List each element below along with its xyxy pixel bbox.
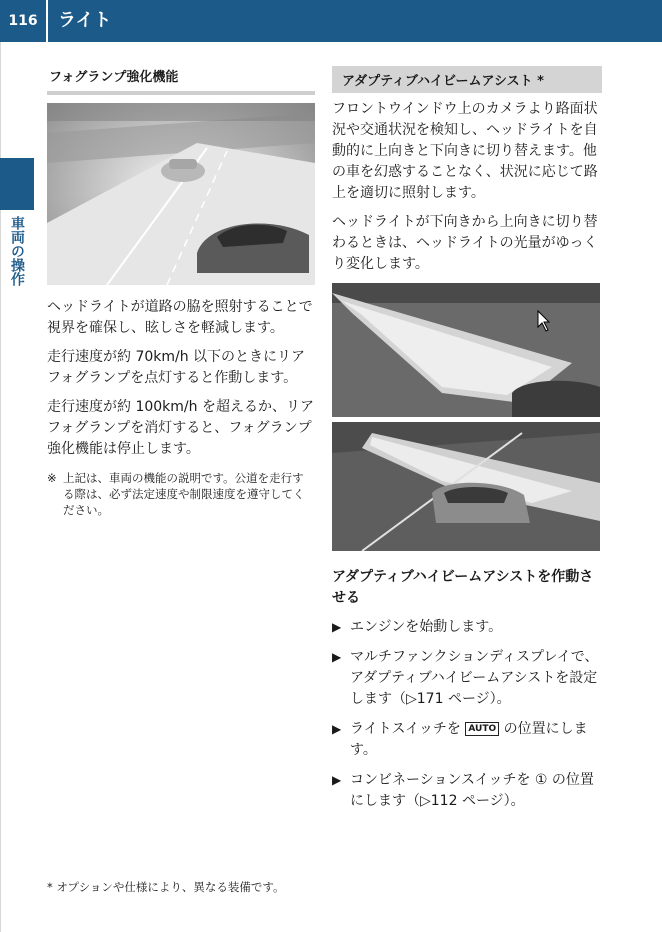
step-3	[332, 719, 602, 761]
chapter-title: ライト	[58, 10, 112, 31]
auto-switch-icon: AUTO	[465, 722, 499, 736]
footnote: * オプションや仕様により、異なる装備です。	[47, 880, 285, 894]
section-tab-label: 車両の操作	[9, 216, 25, 286]
bullet-arrow-icon: ▶	[332, 650, 342, 664]
page-number: 116	[0, 0, 48, 42]
bullet-arrow-icon: ▶	[332, 620, 342, 634]
step-3-pre: ライトスイッチを	[350, 721, 461, 737]
page-header	[0, 0, 662, 42]
fog-para-2: 走行速度が約 70km/h 以下のときにリアフォグランプを点灯すると作動します。	[47, 349, 306, 386]
fog-para-3: 走行速度が約 100km/h を超えるか、リアフォグランプを消灯すると、フォグランプ強化機能は停止します。	[47, 399, 314, 457]
bullet-arrow-icon: ▶	[332, 722, 342, 736]
note-mark: ※	[47, 471, 57, 485]
high-beam-para-2: ヘッドライトが下向きから上向きに切り替わるときは、ヘッドライトの光量がゆっくり変化します。	[332, 214, 598, 272]
step-4-text: コンビネーションスイッチを ① の位置にします（▷112 ページ）。	[350, 772, 594, 809]
note-text: 上記は、車両の機能の説明です。公道を走行する際は、必ず法定速度や制限速度を遵守してください。	[63, 471, 305, 517]
activate-heading: アダプティブハイビームアシストを作動させる	[332, 569, 594, 606]
step-1-text: エンジンを始動します。	[350, 619, 503, 635]
high-beam-illustration	[332, 283, 600, 551]
step-2	[332, 647, 602, 710]
bullet-arrow-icon: ▶	[332, 773, 342, 787]
left-column	[47, 66, 315, 518]
high-beam-para-1: フロントウインドウ上のカメラより路面状況や交通状況を検知し、ヘッドライトを自動的に上向きと下向きに切り替えます。他の車を幻惑することなく、状況に応じて路上を適切に照射します。	[332, 101, 598, 201]
step-3-text	[350, 719, 602, 761]
high-beam-section-heading: アダプティブハイビームアシスト *	[332, 66, 602, 93]
fog-lamp-illustration	[47, 103, 315, 285]
right-column	[332, 66, 602, 821]
step-3-post: の位置にします。	[350, 721, 588, 758]
step-1	[332, 617, 602, 638]
step-2-text: マルチファンクションディスプレイで、アダプティブハイビームアシストを設定します（▷171 ページ）。	[350, 649, 599, 707]
section-tab	[0, 158, 34, 210]
fog-section-heading: フォグランプ強化機能	[47, 66, 315, 95]
step-4	[332, 770, 602, 812]
safety-note	[47, 470, 315, 518]
fog-para-1: ヘッドライトが道路の脇を照射することで視界を確保し、眩しさを軽減します。	[47, 299, 313, 336]
